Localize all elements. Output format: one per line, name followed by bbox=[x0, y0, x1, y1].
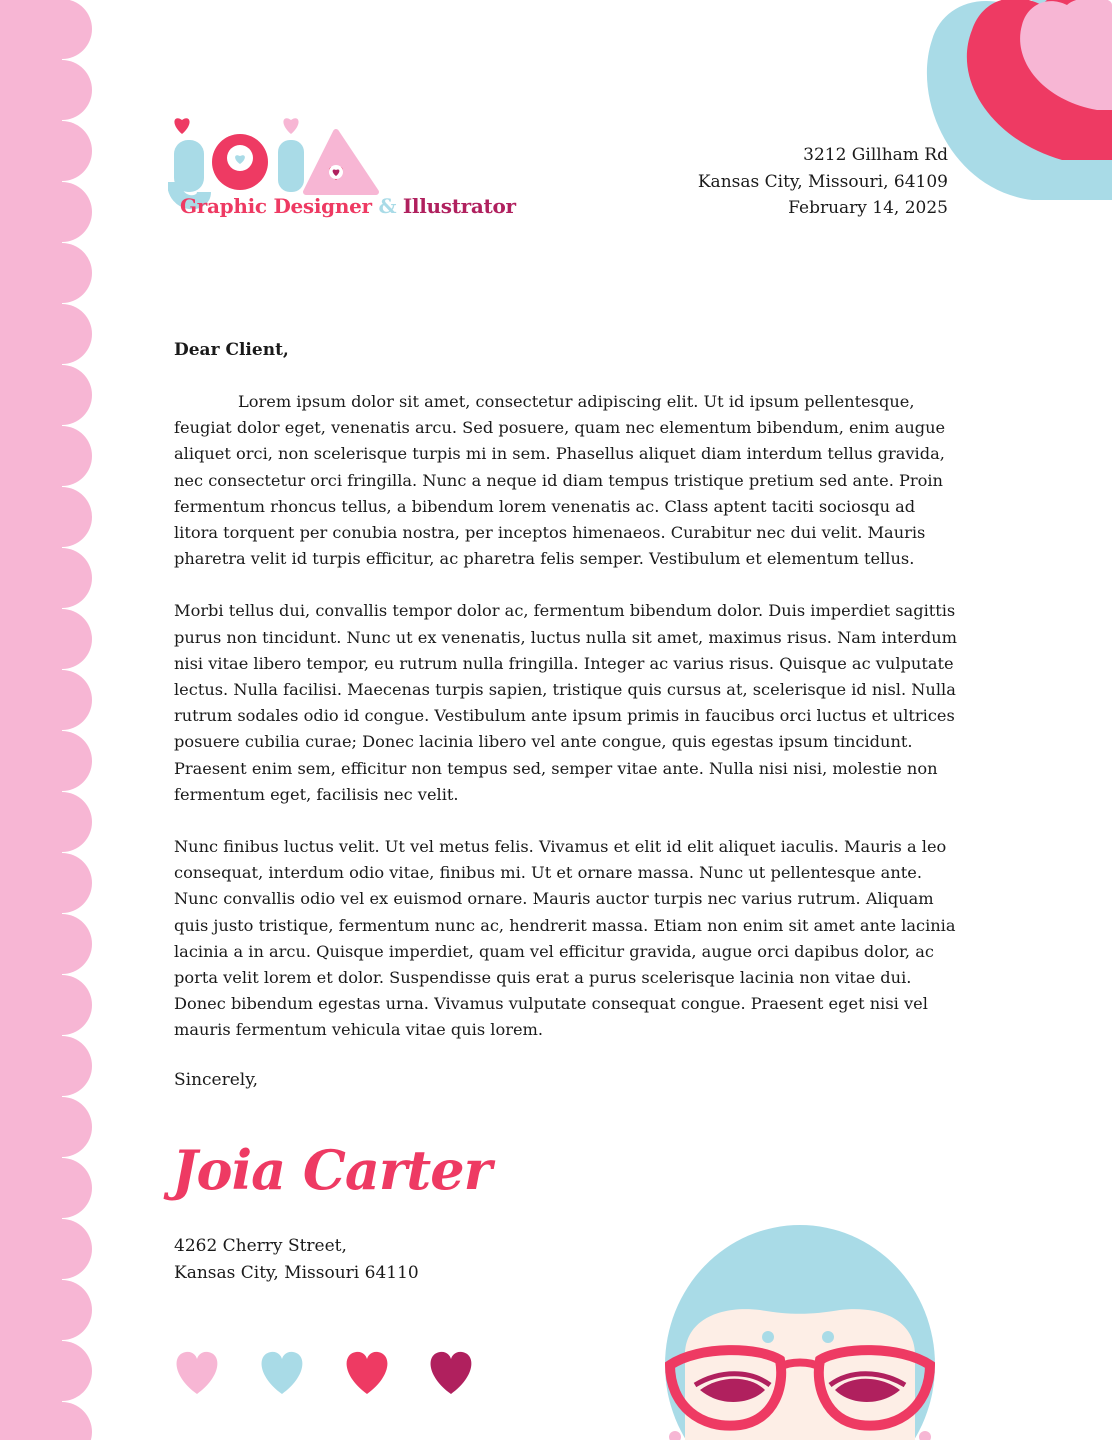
paragraph-2: Morbi tellus dui, convallis tempor dolor ac, fermentum bibendum dolor. Duis imperdiet sagittis purus non tincidunt. Nunc ut ex venenatis, luctus nulla sit amet, maximus risus. Nam interdum nisi vitae libero tempor, eu rutrum nulla fringilla. Integer ac varius risus. Quisque ac vulputate lectus. Nulla facilisi. Maecenas turpis sapien, tristique quis cursus at, scelerisque id nisl. Nulla rutrum sodales odio id congue. Vestibulum ante ipsum primis in faucibus orci luctus et ultrices posuere cubilia curae; Donec lacinia libero vel ante congue, quis egestas ipsum tincidunt. Praesent enim sem, efficitur non tempus sed, semper vitae ante. Nulla nisi nisi, molestie non fermentum eget, facilisis nec velit. bbox=[174, 601, 957, 804]
letter-date: February 14, 2025 bbox=[788, 198, 948, 218]
sender-street: 3212 Gillham Rd bbox=[803, 145, 948, 165]
letter-body bbox=[174, 340, 964, 1090]
scallop-border bbox=[0, 0, 100, 1440]
tagline-part-2: Illustrator bbox=[402, 194, 516, 218]
sender-city: Kansas City, Missouri, 64109 bbox=[697, 171, 948, 192]
paragraph-1: Lorem ipsum dolor sit amet, consectetur adipiscing elit. Ut id ipsum pellentesque, feugiat dolor eget, venenatis arcu. Sed posuere, quam nec elementum bibendum, enim augue aliquet orci, non scelerisque turpis mi in sem. Phasellus aliquet diam interdum tellus gravida, nec consectetur orci fringilla. Nunc a neque id diam tempus tristique pretium sed ante. Proin fermentum rhoncus tellus, a bibendum lorem venenatis ac. Class aptent taciti sociosqu ad litora torquent per conubia nostra, per inceptos himenaeos. Curabitur nec dui velit. Mauris pharetra velit id turpis efficitur, ac pharetra felis semper. Vestibulum et elementum tellus. bbox=[174, 392, 946, 569]
tagline-ampersand: & bbox=[378, 194, 397, 218]
blue-heart-icon bbox=[262, 1352, 303, 1394]
return-street: 4262 Cherry Street, bbox=[174, 1236, 347, 1256]
girl-with-glasses-illustration bbox=[640, 1225, 960, 1440]
footer-hearts bbox=[172, 1348, 482, 1398]
pink-heart-icon bbox=[177, 1352, 218, 1394]
tagline-part-1: Graphic Designer bbox=[180, 194, 372, 218]
magenta-heart-icon bbox=[431, 1352, 472, 1394]
sender-address bbox=[698, 142, 948, 222]
paragraph-3: Nunc finibus luctus velit. Ut vel metus felis. Vivamus et elit id elit aliquet iaculis. Mauris a leo consequat, interdum odio vitae, finibus mi. Ut et ornare massa. Nunc ut pellentesque ante. Nunc convallis odio vel ex euismod ornare. Mauris auctor turpis nec varius rutrum. Aliquam quis justo tristique, fermentum nunc ac, hendrerit massa. Etiam non enim sit amet ante lacinia lacinia a in arcu. Quisque imperdiet, quam vel efficitur gravida, augue orci dapibus dolor, ac porta velit lorem et dolor. Suspendisse quis erat a purus scelerisque lacinia non vitae dui. Donec bibendum egestas urna. Vivamus vulputate consequat congue. Praesent eget nisi vel mauris fermentum vehicula vitae quis lorem. bbox=[174, 837, 956, 1040]
red-heart-icon bbox=[347, 1352, 388, 1394]
return-address bbox=[174, 1233, 419, 1287]
signature: Joia Carter bbox=[172, 1138, 492, 1202]
salutation: Dear Client, bbox=[174, 340, 289, 360]
return-city: Kansas City, Missouri 64110 bbox=[174, 1263, 419, 1283]
logo-tagline bbox=[180, 194, 516, 218]
closing: Sincerely, bbox=[174, 1069, 258, 1090]
